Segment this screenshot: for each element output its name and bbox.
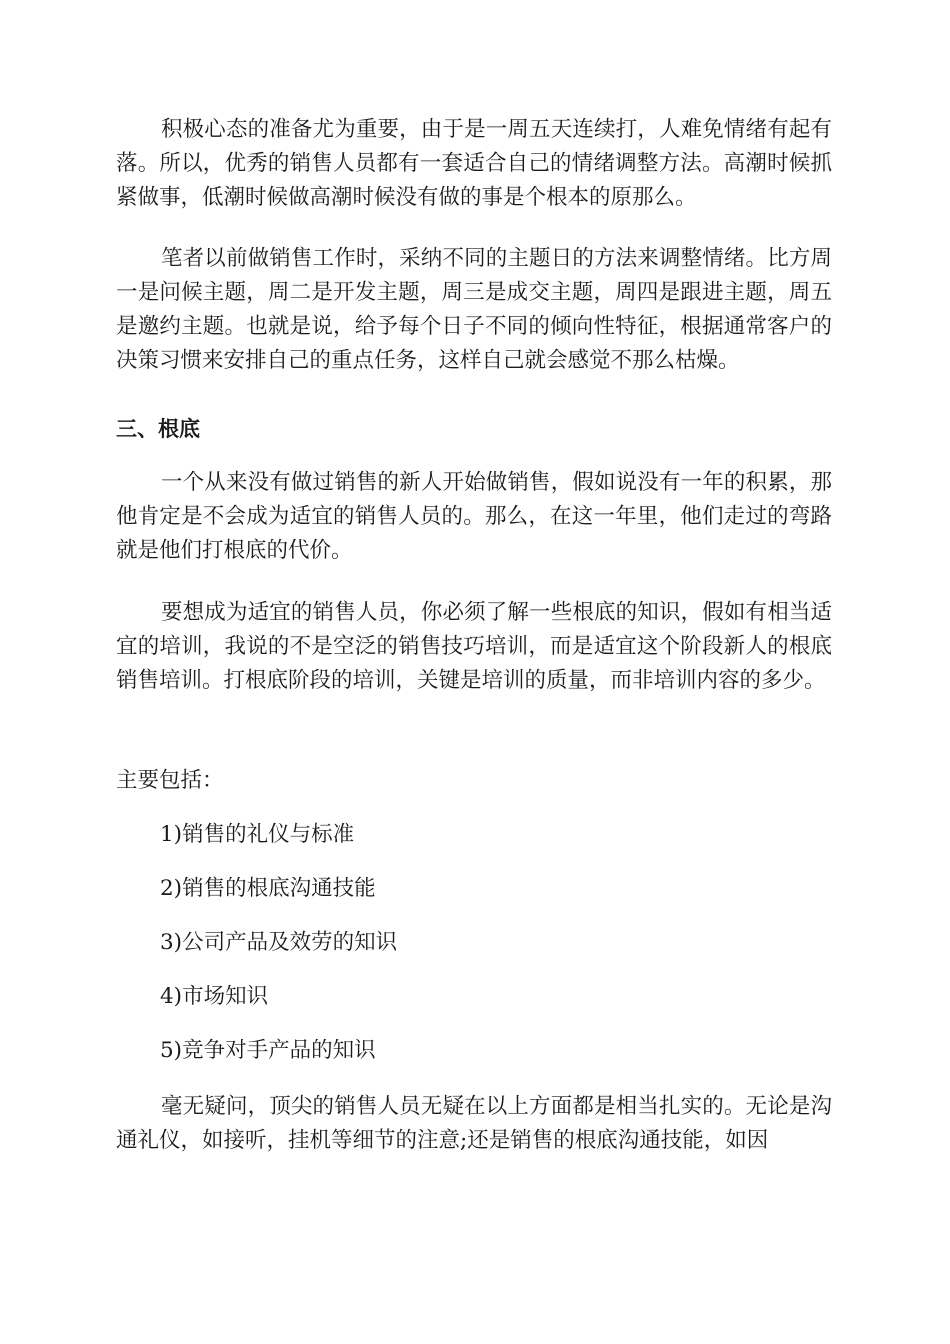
list-item: 3)公司产品及效劳的知识 <box>160 930 398 955</box>
paragraph-training: 要想成为适宜的销售人员，你必须了解一些根底的知识，假如有相当适宜的培训，我说的不是空泛的销售技巧培训，而是适宜这个阶段新人的根底销售培训。打根底阶段的培训，关键是培训的质量，而非培训内容的多少。 <box>116 600 832 693</box>
list-item: 1)销售的礼仪与标准 <box>160 822 355 847</box>
paragraph-top-sales: 毫无疑问，顶尖的销售人员无疑在以上方面都是相当扎实的。无论是沟通礼仪，如接听，挂机等细节的注意;还是销售的根底沟通技能，如因 <box>116 1094 832 1153</box>
section-heading-basics: 三、根底 <box>116 417 200 441</box>
list-item: 2)销售的根底沟通技能 <box>160 876 376 901</box>
list-item: 5)竞争对手产品的知识 <box>160 1038 376 1063</box>
paragraph-theme-days: 笔者以前做销售工作时，采纳不同的主题日的方法来调整情绪。比方周一是问候主题，周二是开发主题，周三是成交主题，周四是跟进主题，周五是邀约主题。也就是说，给予每个日子不同的倾向性特征，根据通常客户的决策习惯来安排自己的重点任务，这样自己就会感觉不那么枯燥。 <box>116 246 832 373</box>
list-intro: 主要包括： <box>116 768 224 793</box>
paragraph-emotion-management: 积极心态的准备尤为重要，由于是一周五天连续打，人难免情绪有起有落。所以，优秀的销售人员都有一套适合自己的情绪调整方法。高潮时候抓紧做事，低潮时候做高潮时候没有做的事是个根本的原那么。 <box>116 117 832 210</box>
paragraph-newcomer: 一个从来没有做过销售的新人开始做销售，假如说没有一年的积累，那他肯定是不会成为适宜的销售人员的。那么，在这一年里，他们走过的弯路就是他们打根底的代价。 <box>116 470 832 563</box>
list-item: 4)市场知识 <box>160 984 269 1009</box>
